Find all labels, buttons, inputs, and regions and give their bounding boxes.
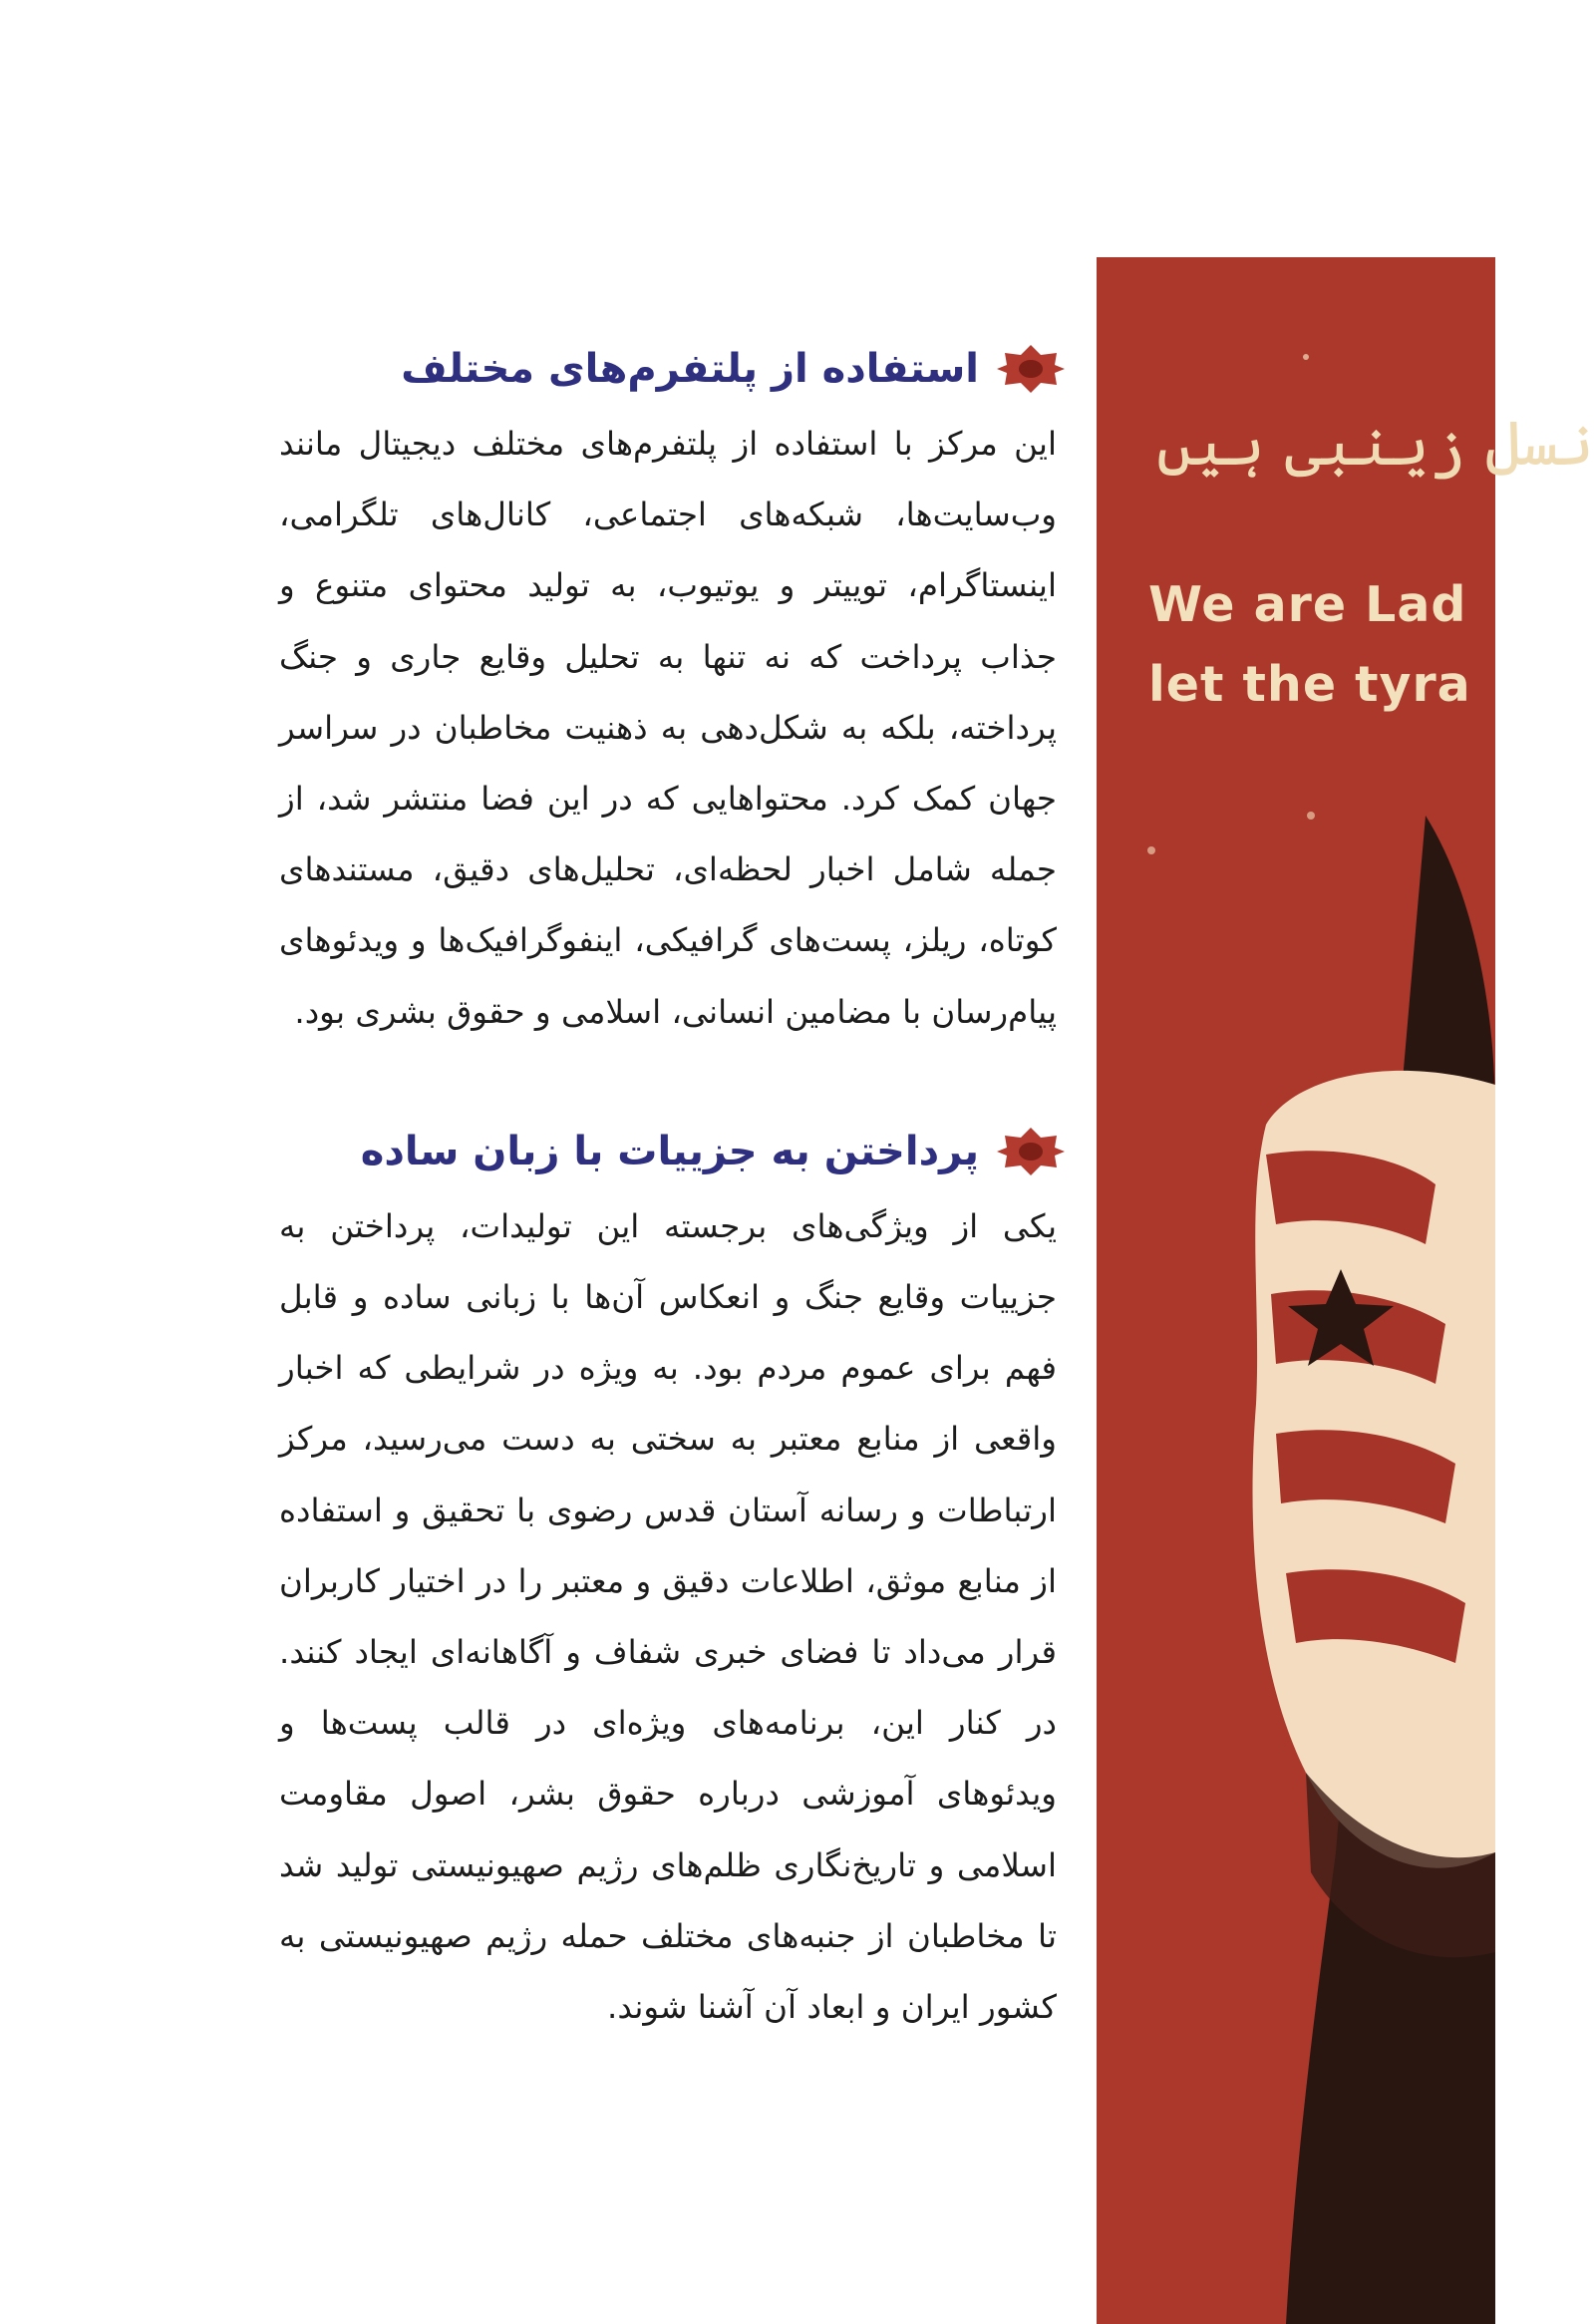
section-body: این مرکز با استفاده از پلتفرم‌های مختلف دیجیتال مانند وب‌سایت‌ها، شبکه‌های اجتماعی، کانال‌های تلگرامی، اینستاگرام، توییتر و یوتیوب، به تولید محتوای متنوع و جذاب پرداخت که نه تنها به تحلیل وقایع جاری و جنگ پرداخته، بلکه به شکل‌دهی به ذهنیت مخاطبان در سراسر جهان کمک کرد. محتواهایی که در این فضا منتشر شد، از جمله شامل اخبار لحظه‌ای، تحلیل‌های دقیق، مستندهای کوتاه، ریلز، پست‌های گرافیکی، اینفوگرافیک‌ها و ویدئوهای پیام‌رسان با مضامین انسانی، اسلامی و حقوق بشری بود. (279, 425, 1057, 1031)
section-heading-text: پرداختن به جزییات با زبان ساده (360, 1128, 979, 1174)
poster-urdu-text: نسل زینبی ہیں (1156, 407, 1594, 480)
section-heading (279, 339, 1067, 399)
section-heading (279, 1122, 1067, 1181)
poster-image (1097, 257, 1594, 2324)
poster-english-line: let the tyra (1148, 656, 1471, 713)
section-body: یکی از ویژگی‌های برجسته این تولیدات، پرداختن به جزییات وقایع جنگ و انعکاس آن‌ها با زبانی ساده و قابل فهم برای عموم مردم بود. به ویژه در شرایطی که اخبار واقعی از منابع معتبر به سختی به دست می‌رسید، مرکز ارتباطات و رسانه آستان قدس رضوی با تحقیق و استفاده از منابع موثق، اطلاعات دقیق و معتبر را در اختیار کاربران قرار می‌داد تا فضای خبری شفاف و آگاهانه‌ای ایجاد کنند. در کنار این، برنامه‌های ویژه‌ای در قالب پست‌ها و ویدئوهای آموزشی درباره حقوق بشر، اصول مقاومت اسلامی و تاریخ‌نگاری ظلم‌های رژیم صهیونیستی تولید شد تا مخاطبان از جنبه‌های مختلف حمله رژیم صهیونیستی به کشور ایران و ابعاد آن آشنا شوند. (279, 1206, 1057, 2027)
section-simple-language (279, 1122, 1067, 2043)
section-platforms (279, 339, 1067, 1048)
article-column (279, 339, 1067, 2043)
raised-fist-illustration (1097, 257, 1495, 2324)
section-heading-text: استفاده از پلتفرم‌های مختلف (401, 346, 979, 392)
red-rosette-bullet-icon (995, 1126, 1067, 1177)
red-rosette-bullet-icon (995, 343, 1067, 395)
poster-english-line: We are Lad (1148, 576, 1467, 633)
